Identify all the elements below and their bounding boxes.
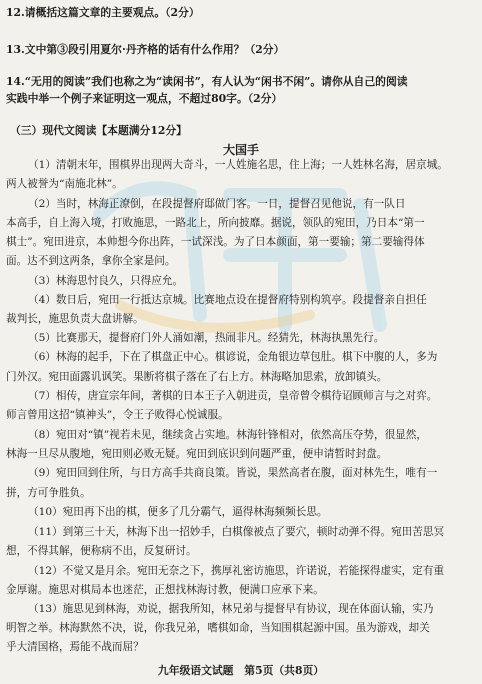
body-line: 林海一旦尽从腹地，宛田则必败无疑。宛田到底识到问题严重，便申请暂时封盘。 — [6, 448, 388, 460]
body-line: 师言曾用这招“镇神头”，令王子败得心悦诚服。 — [6, 409, 229, 421]
body-line: 门外汉。宛田面露讥讽笑。果断将棋子落在了右上方。林海略加思索，放卸镇头。 — [6, 371, 388, 383]
body-line: 两人被誉为“南施北林”。 — [6, 178, 123, 190]
body-line: 棋士”。宛田进京，本帅想今你出阵，一试深浅。为了日本颜面，第一要输；第二要输得体 — [6, 236, 425, 248]
body-line: 拼，方可争胜负。 — [6, 487, 91, 499]
body-line: （11）到第三十天，林海下出一招妙手，白棋像被点了要穴，顿时动弹不得。宛田苦思冥 — [28, 526, 445, 538]
body-line: 乎大清国格，焉能不战而屈？ — [6, 641, 144, 653]
body-line: （6）林海的起手，下在了棋盘正中心。棋谚说，金角银边草包肚。棋下中腹的人，多为 — [28, 351, 438, 363]
body-line: （7）相传，唐宣宗年间，著棋的日本王子入朝进贡，皇帝曾令棋待诏顾师言与之对弈。 — [28, 390, 438, 402]
body-line: （3）林海思忖良久，只得应允。 — [28, 275, 184, 287]
body-line: 面。达不到这两条，拿你全家是问。 — [6, 255, 176, 267]
body-line: （10）宛田再下出的棋，便多了几分霸气，逼得林海频频长思。 — [28, 506, 328, 518]
body-line: 金厚谢。施思对棋局本也迷茫，正想找林海讨教，便满口应承下来。 — [6, 584, 324, 596]
body-line: 裁判长，施思负责大盘讲解。 — [6, 313, 144, 325]
body-line: （8）宛田对“镇”视若未见，继续贪占实地。林海针锋相对，依然高压夺势，很显然， — [28, 429, 427, 441]
body-line: （2）当时，林海正潦倒，在段提督府邸做门客。一日，提督召见他说，有一队日 — [28, 198, 406, 210]
story-title: 大国手 — [222, 143, 259, 157]
question-12: 12.请概括这篇文章的主要观点。（2分） — [6, 6, 200, 19]
question-14-line-2: 实践中举一个例子来证明这一观点，不超过80字。（2分） — [6, 92, 283, 105]
body-line: （13）施思见到林海，劝说，据我所知，林兄弟与提督早有协议，现在体面认输，实乃 — [28, 603, 434, 615]
body-line: 本高手，自上海入境，打败施思，一路北上，所向披靡。据说，领队的宛田，乃日本“第一 — [6, 217, 425, 229]
section-heading: （三）现代文阅读【本题满分12分】 — [10, 124, 187, 137]
body-line: （5）比赛那天，提督府门外人涌如潮，热闹非凡。经猜先，林海执黑先行。 — [28, 332, 385, 344]
body-line: （1）清朝末年，围棋界出现两大奇斗，一人姓施名思，住上海；一人姓林名海，居京城。 — [28, 159, 448, 171]
body-line: （4）数日后，宛田一行抵达京城。比赛地点设在提督府特别构筑亭。段提督亲自担任 — [28, 294, 427, 306]
body-line: （12）不觉又是月余。宛田无奈之下，携厚礼密访施思，许诺说，若能探得虚实，定有重 — [28, 565, 445, 577]
question-13: 13.文中第③段引用夏尔·丹齐格的话有什么作用？（2分） — [6, 43, 285, 56]
body-line: 想，不得其解，便称病不出，反复研讨。 — [6, 545, 197, 557]
page-footer: 九年级语文试题 第5页（共8页） — [157, 664, 325, 677]
body-line: 明智之举。林海默然不决，说，你我兄弟，嗜棋如命，当知围棋起源中国。虽为游戏，却关 — [6, 622, 430, 634]
question-14-line-1: 14.“无用的阅读”我们也称之为“读闲书”，有人认为“闲书不闲”。请你从自己的阅读 — [6, 75, 408, 88]
body-line: （9）宛田回到住所，与日方高手共商良策。皆说，果然高者在腹，面对林先生，唯有一 — [28, 467, 438, 479]
